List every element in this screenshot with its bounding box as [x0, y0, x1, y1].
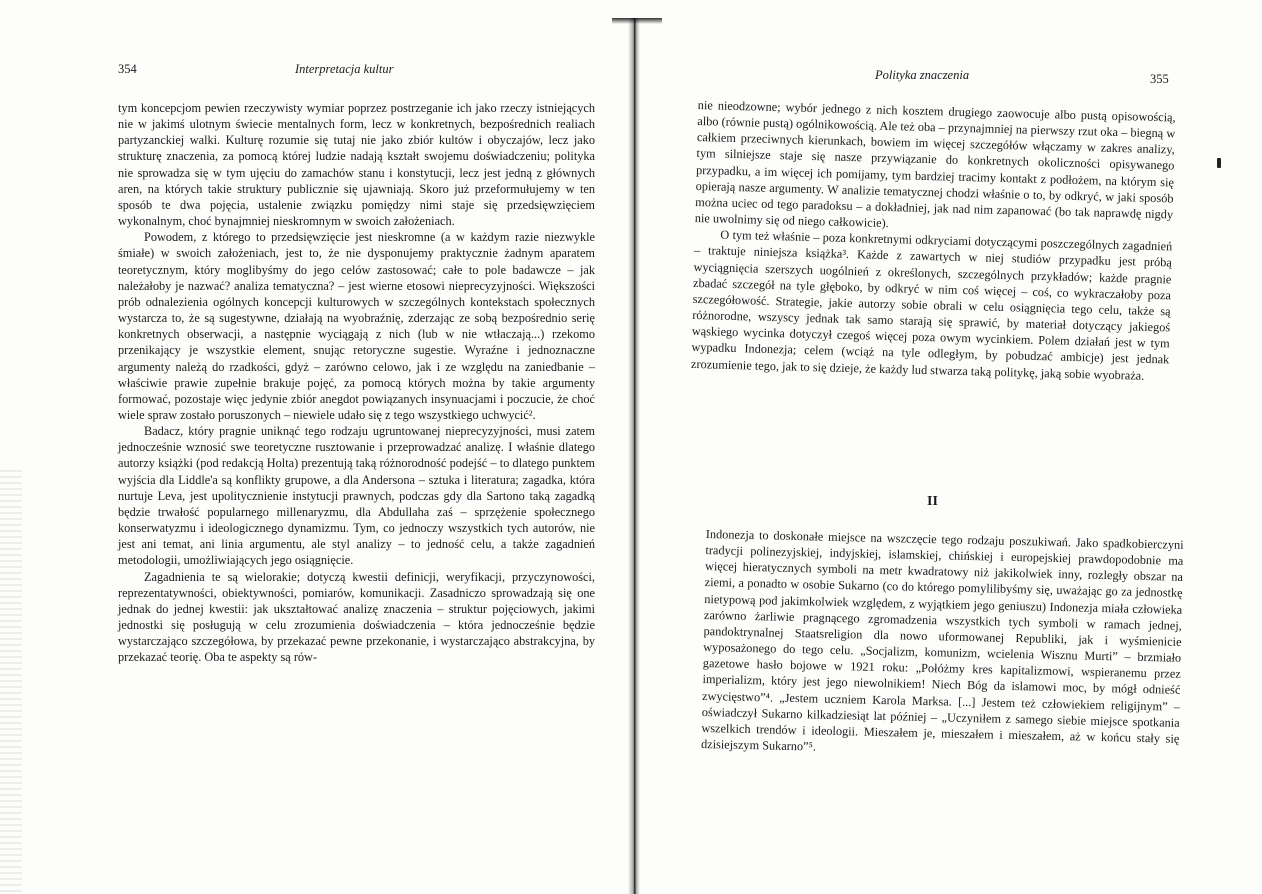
paragraph: tym koncepcjom pewien rzeczywisty wymiar poprzez postrzeganie ich jako rzeczy istniejących nie w jakimś ulotnym świecie mentalnych form, lecz w konkretnych, bezpośrednich realiach partyzanckiej walki. Kulturę rozumie się tutaj nie jako zbiór kultów i obyczajów, lecz jako strukturę znaczenia, za pomocą której ludzie nadają kształt swojemu doświadczeniu; polityka nie sprowadza się w tym ujęciu do zamachów stanu i konstytucji, lecz jest jedną z głównych aren, na których takie struktury publicznie się ujawniają. Skoro już przeformułujemy w ten sposób te dwa pojęcia, ustalenie związku pomiędzy nimi staje się przedsięwzięciem wykonalnym, choć bynajmniej nieskromnym w swoich założeniach.: [118, 101, 595, 229]
left-page: [0, 0, 628, 894]
page-number-left: 354: [118, 62, 137, 76]
running-head-left: Interpretacja kultur: [295, 62, 394, 76]
paragraph: nie nieodzowne; wybór jednego z nich kosztem drugiego zaowocuje albo pustą opisowością, albo (równie pustą) ogólnikowością. Ale też oba – przynajmniej na pierwszy rzut oka – biegną w całkiem przeciwnych kierunkach, bowiem im więcej szczegółów włączamy w zakres analizy, tym silniejsze staje się nasze przywiązanie do konkretnych okoliczności opisywanego przypadku, a im więcej ich pomijamy, tym bardziej tracimy kontakt z podłożem, na którym się opierają nasze argumenty. W analizie tematycznej chodzi właśnie o to, by odkryć, w jaki sposób można uciec od tego paradoksu – a dokładniej, jak nad nim zapanować (bo tak naprawdę nigdy nie uwolnimy się od niego całkowicie).: [694, 97, 1176, 231]
paragraph: Powodem, z którego to przedsięwzięcie jest nieskromne (a w każdym razie niezwykle śmiałe) w swoich założeniach, jest to, że nie dysponujemy praktycznie żadnym aparatem teoretycznym, który moglibyśmy do jego celów zastosować; całe to pole badawcze – jak należałoby je nazwać? analiza tematyczna? – jest wierne etosowi nieprecyzyjności. Większości prób odnalezienia ogólnych koncepcji kulturowych w szczególnych kontekstach społecznych wystarcza to, że są sugestywne, działają na wyobraźnię, zderzając ze sobą bezpośrednio serię konkretnych obserwacji, a następnie wyciągają z nich (lub w nie wtłaczają...) rzekomo przenikający je wszystkie element, snując retoryczne sugestie. Wyraźne i jednoznaczne argumenty należą do rzadkości, gdyż – zarówno celowo, jak i ze względu na zaniedbanie – właściwie prawie zupełnie brakuje pojęć, za pomocą których można by takie argumenty formować, pozostaje więc jedynie zbiór anegdot powiązanych insynuacjami i poczucie, że choć wiele spraw zostało poruszonych – niewiele udało się z tego wszystkiego uchwycić².: [118, 230, 595, 422]
left-page-text: [118, 100, 595, 665]
book-gutter: [628, 18, 640, 894]
page-number-right: 355: [1150, 72, 1169, 86]
section-number: II: [927, 494, 938, 509]
paragraph: Badacz, który pragnie uniknąć tego rodzaju ugruntowanej nieprecyzyjności, musi zatem jednocześnie wznosić swe teoretyczne rusztowanie i przeprowadzać analizę. I właśnie dlatego autorzy książki (pod redakcją Holta) prezentują taką różnorodność podejść – to dlatego punktem wyjścia dla Liddle'a są konflikty grupowe, a dla Andersona – sztuka i literatura; zagadka, która nurtuje Leva, jest upolitycznienie instytucji prawnych, podczas gdy dla Sartono taką zagadką będzie trwałość popularnego millenaryzmu, dla Abdullaha zaś – sprzężenie społecznego konserwatyzmu i ideologicznego dynamizmu. Tym, co jednoczy wszystkich tych autorów, nie jest ani temat, ani linia argumentu, ale styl analizy – to jedność celu, a także zagadnień metodologii, umożliwiających jego osiągnięcie.: [118, 424, 595, 568]
running-head-right: Polityka znaczenia: [875, 68, 970, 82]
paragraph: Zagadnienia te są wielorakie; dotyczą kwestii definicji, weryfikacji, przyczynowości, reprezentatywności, obiektywności, pomiarów, komunikacji. Zasadniczo sprowadzają się one jednak do jednej kwestii: jak ukształtować analizę znaczenia – struktur pojęciowych, jakimi jednostki się posługują w celu zrozumienia doświadczenia – która jednocześnie będzie wystarczająco szczegółowa, by przekazać pewne przekonanie, i wystarczająco abstrakcyjna, by przekazać teorię. Oba te aspekty są rów-: [118, 569, 595, 665]
right-page-text-lower: [701, 526, 1184, 763]
paragraph: Indonezja to doskonałe miejsce na wszczęcie tego rodzaju poszukiwań. Jako spadkobierczyni tradycji polinezyjskiej, indyjskiej, islamskiej, chińskiej i europejskiej prawdopodobnie ma więcej hieratycznych symboli na metr kwadratowy niż jakikolwiek inny, rozległy obszar na ziemi, a ponadto w osobie Sukarno (co do którego pomylilibyśmy się, uważając go za jednostkę nietypową pod jakimkolwiek względem, z wyjątkiem jego geniuszu) Indonezja miała człowieka zarówno żarliwie pragnącego zgromadzenia wszystkich tych symboli w ramach jednej, pandoktrynalnej Staatsreligion dla nowo uformowanej Republiki, jak i wyśmienicie wyposażonego do tego celu. „Socjalizm, komunizm, wcielenia Wisznu Murti” – brzmiało gazetowe hasło bojowe w 1921 roku: „Połóżmy kres kapitalizmowi, wspieranemu przez imperializm, który jest jego niewolnikiem! Niech Bóg da islamowi moc, by mógł odnieść zwycięstwo”⁴. „Jestem uczniem Karola Marksa. [...] Jestem też człowiekiem religijnym” – oświadczył Sukarno kilkadziesiąt lat później – „Uczyniłem z samego siebie miejsce spotkania wszelkich trendów i ideologii. Mieszałem je, mieszałem i mieszałem, aż w końcu stały się dzisiejszym Sukarno”⁵.: [700, 526, 1184, 754]
right-page-text-upper: [691, 97, 1176, 384]
right-page: [640, 0, 1262, 894]
margin-mark: [1217, 158, 1221, 168]
paragraph: O tym też właśnie – poza konkretnymi odkryciami dotyczącymi poszczególnych zagadnień – traktuje niniejsza książka³. Każde z zawartych w niej studiów przypadku jest próbą wyciągnięcia szerszych uogólnień z określonych, szczególnych przykładów; każde pragnie zbadać szczegół na tyle głęboko, by odkryć w nim coś więcej – coś, co wykraczałoby poza szczegółowość. Strategie, jakie autorzy sobie obrali w celu osiągnięcia tego celu, także są różnorodne, wszyscy jednak tak samo starają się sprawić, by materiał dotyczący jakiegoś wąskiego wycinka dotyczył czegoś więcej poza owym wycinkiem. Polem działań jest w tym wypadku Indonezja; celem (wciąż na tyle odległym, by pobudzać ambicje) jest jednak zrozumienie tego, jak to się dzieje, że każdy lud stwarza taką politykę, jaką sobie wyobraża.: [690, 227, 1173, 383]
